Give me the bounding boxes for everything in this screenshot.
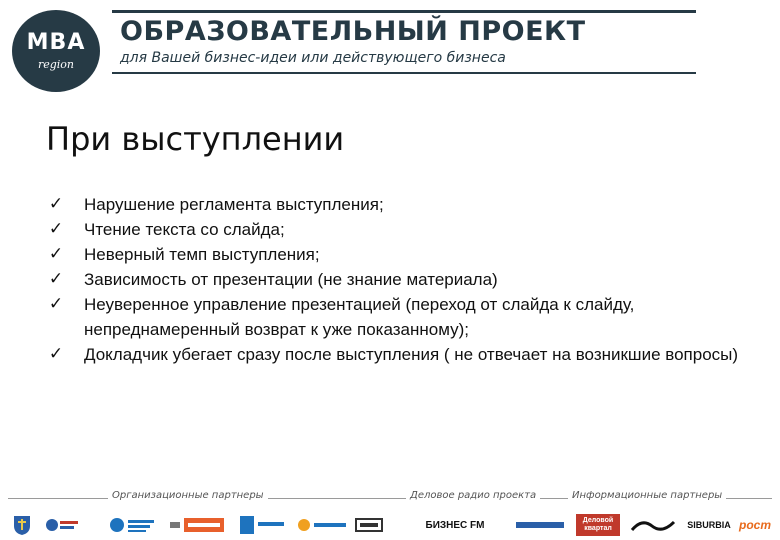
info-partners-label: Информационные партнеры: [568, 490, 726, 501]
bullet-text: Неверный темп выступления;: [84, 245, 320, 264]
checkmark-icon: ✓: [48, 244, 64, 264]
siburbia-logo: SIBURBIA: [687, 520, 731, 530]
coat-of-arms-icon: [12, 514, 32, 536]
delovoy-kvartal-logo: Деловой квартал: [576, 514, 620, 536]
bullet-text: Чтение текста со слайда;: [84, 220, 285, 239]
logo-main-text: MBA: [26, 30, 86, 55]
rost-logo: рост: [738, 518, 771, 532]
checkmark-icon: ✓: [48, 194, 64, 214]
info-partner-logo-2: [630, 514, 676, 536]
header-rule-bottom: [112, 72, 696, 74]
checkmark-icon: ✓: [48, 294, 64, 314]
checkmark-icon: ✓: [48, 219, 64, 239]
list-item: [46, 267, 766, 292]
list-item: [46, 242, 766, 267]
checkmark-icon: ✓: [48, 344, 64, 364]
bullet-text: Зависимость от презентации (не знание материала): [84, 270, 498, 289]
mba-region-logo: [12, 10, 100, 92]
slide-title: При выступлении: [46, 120, 345, 158]
checkmark-icon: ✓: [48, 269, 64, 289]
bullet-text: Докладчик убегает сразу после выступления ( не отвечает на возникшие вопросы): [84, 345, 739, 364]
header-subtitle: для Вашей бизнес-идеи или действующего бизнеса: [120, 50, 506, 66]
bullet-list: [46, 192, 766, 367]
organizer-logo-5: [296, 514, 348, 536]
list-item: [46, 217, 766, 242]
list-item: [46, 342, 766, 367]
bullet-text: Нарушение регламента выступления;: [84, 195, 384, 214]
info-partner-logo-1: [516, 514, 564, 536]
radio-label: Деловое радио проекта: [406, 490, 540, 501]
organizer-logo-6: [354, 514, 384, 536]
partner-logos: [8, 510, 772, 538]
organizer-logo-4: [240, 514, 286, 536]
logo-sub-text: region: [37, 58, 75, 71]
list-item: [46, 192, 766, 217]
organizer-logo-3: [170, 514, 226, 536]
header-title: ОБРАЗОВАТЕЛЬНЫЙ ПРОЕКТ: [120, 16, 586, 47]
header-rule-top: [112, 10, 696, 13]
list-item: [46, 292, 766, 342]
bullet-text: Неуверенное управление презентацией (переход от слайда к слайду, непреднамеренный возврат к уже показанному);: [84, 295, 635, 339]
organizer-logo-2: [108, 514, 156, 536]
organizers-label: Организационные партнеры: [108, 490, 268, 501]
organizer-logo-1: [44, 514, 80, 536]
business-fm-logo: БИЗНЕС FM: [425, 519, 485, 531]
